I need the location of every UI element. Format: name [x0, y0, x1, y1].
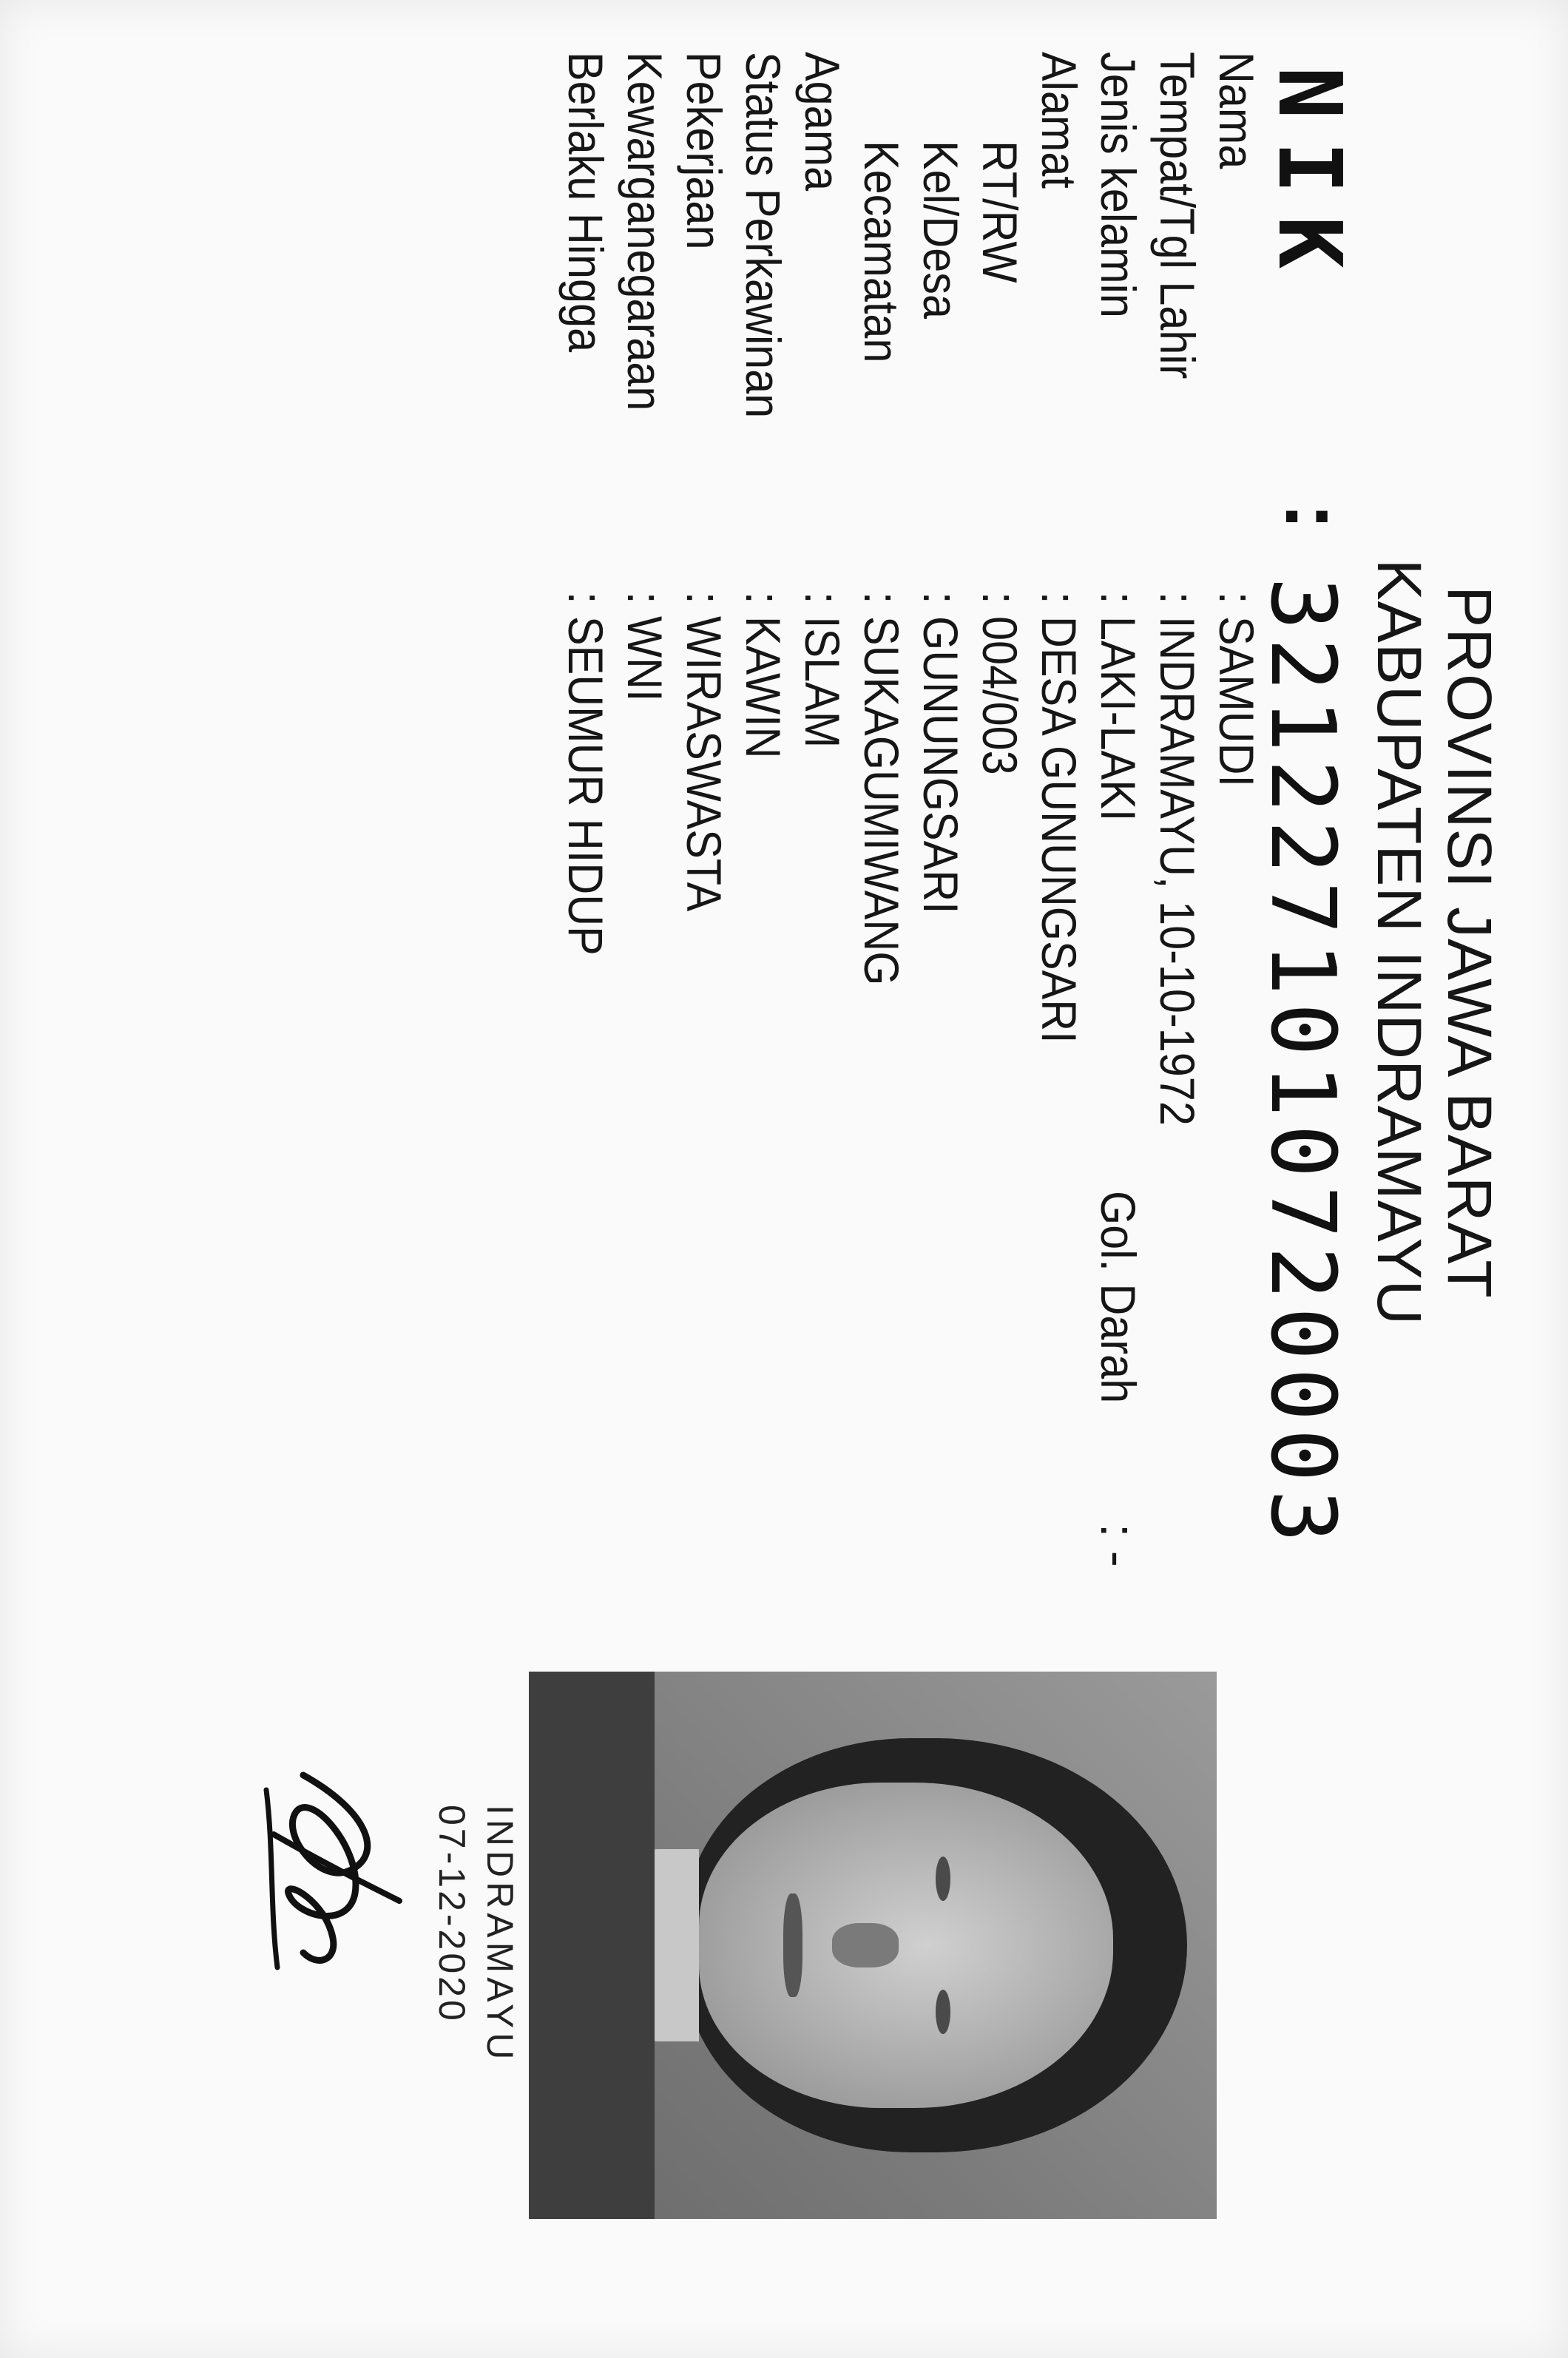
field-label: Status Perkawinan	[736, 52, 791, 419]
blood-type-value	[1090, 1524, 1146, 1567]
blood-type-text: -	[1091, 1550, 1146, 1567]
field-value: : WIRASWASTA	[677, 592, 731, 912]
nik-value: 3212271010720003	[1251, 577, 1354, 1550]
photo-eye-left	[936, 1857, 950, 1901]
field-label: Kecamatan	[854, 141, 909, 363]
field-value: : WNI	[618, 592, 672, 702]
field-label: Pekerjaan	[677, 52, 731, 250]
field-value: : DESA GUNUNGSARI	[1032, 592, 1087, 1044]
field-label: Berlaku Hingga	[558, 52, 613, 353]
photo-mouth	[783, 1894, 802, 1997]
blood-type-separator: :	[1091, 1524, 1146, 1538]
field-label: Tempat/Tgl Lahir	[1150, 52, 1205, 379]
field-value: : 004/003	[973, 592, 1027, 775]
regency-title: KABUPATEN INDRAMAYU	[1365, 558, 1434, 1326]
field-label: Kel/Desa	[913, 141, 968, 320]
field-value: : LAKI-LAKI	[1091, 592, 1146, 822]
issue-place: INDRAMAYU	[479, 1805, 521, 2064]
photo-face	[699, 1783, 1113, 2108]
field-value: : INDRAMAYU, 10-10-1972	[1150, 592, 1205, 1126]
signature-icon	[237, 1746, 414, 1990]
issue-date: 07-12-2020	[431, 1805, 473, 2024]
field-value: : GUNUNGSARI	[913, 592, 968, 914]
photo-shirt	[529, 1672, 655, 2219]
field-label: Alamat	[1032, 52, 1087, 189]
portrait-photo	[529, 1672, 1217, 2219]
field-value: : KAWIN	[736, 592, 791, 759]
photo-eye-right	[936, 1990, 950, 2034]
province-title: PROVINSI JAWA BARAT	[1435, 586, 1504, 1299]
field-value: : SUKAGUMIWANG	[854, 592, 909, 986]
field-label: Nama	[1209, 52, 1264, 169]
field-label: RT/RW	[973, 141, 1027, 283]
field-label: Agama	[795, 52, 850, 192]
nik-label: NIK	[1259, 67, 1361, 291]
field-value: : SEUMUR HIDUP	[558, 592, 613, 956]
field-value: : SAMUDI	[1209, 592, 1264, 788]
nik-separator: :	[1268, 503, 1359, 530]
field-label: Jenis kelamin	[1091, 52, 1146, 318]
blood-type-label: Gol. Darah	[1091, 1191, 1146, 1404]
field-value: : ISLAM	[795, 592, 850, 749]
photo-nose	[832, 1923, 899, 1967]
field-label: Kewarganegaraan	[618, 52, 672, 411]
